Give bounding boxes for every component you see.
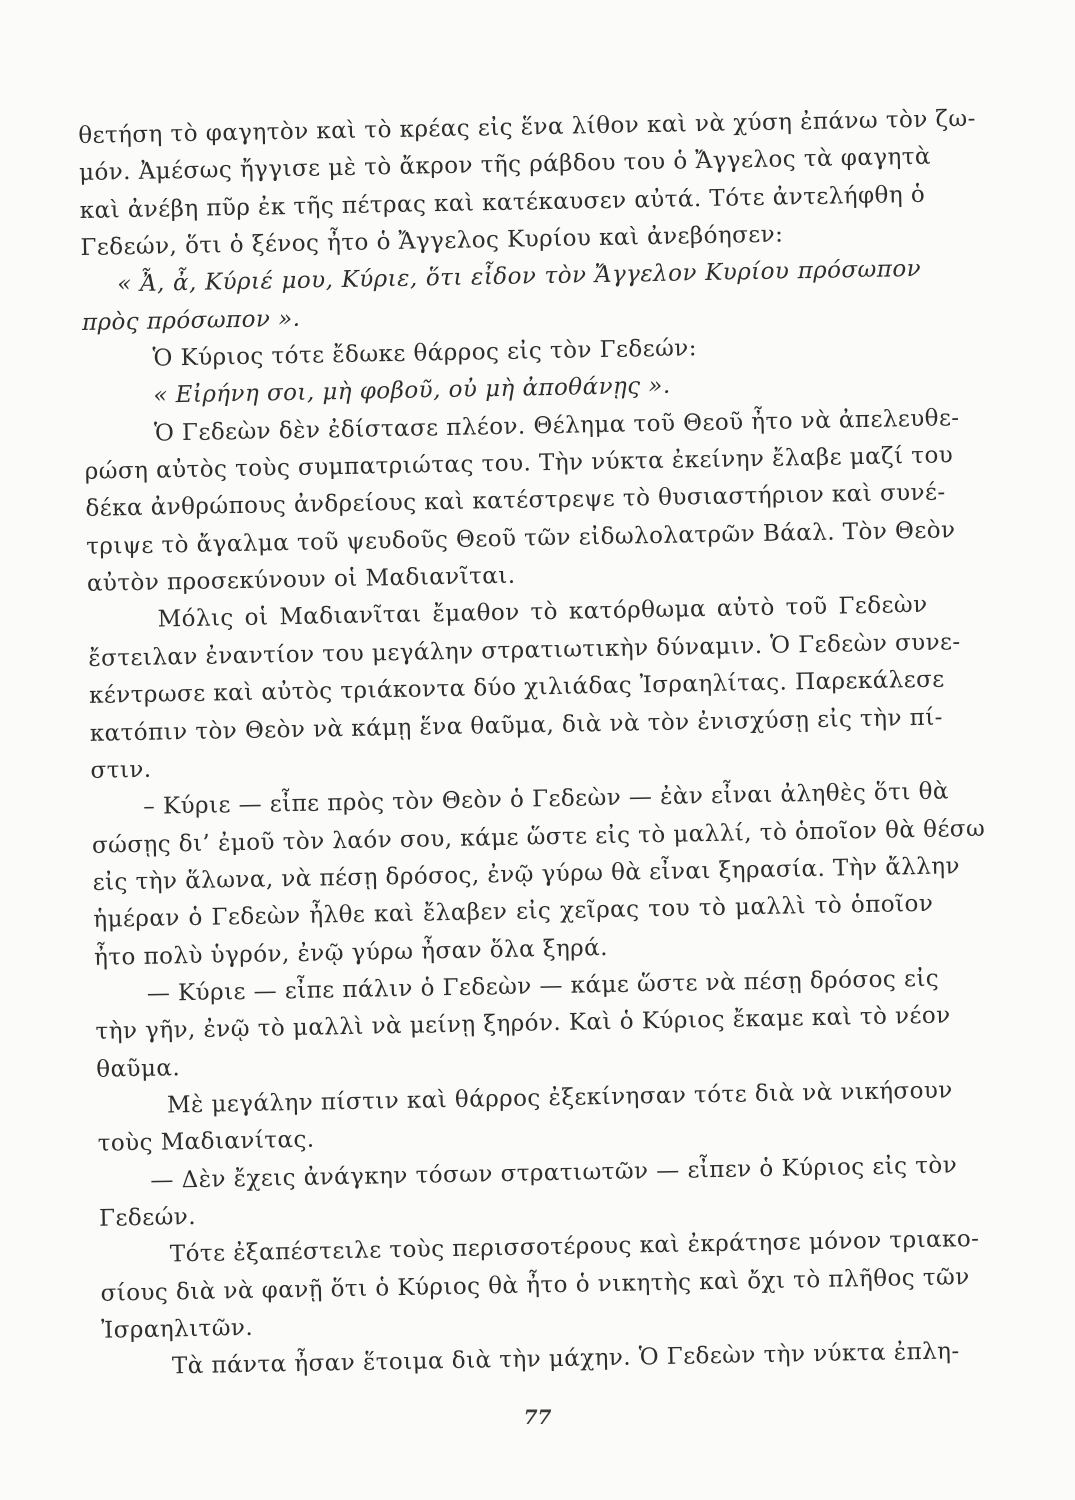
text-line: θαῦμα. — [96, 1054, 181, 1083]
text-line: ἦτο πολὺ ὑγρόν, ἐνῷ γύρω ἦσαν ὅλα ξηρά. — [93, 934, 609, 971]
paragraph-start: Ὁ Γεδεὼν δὲν ἐδίστασε πλέον. Θέλημα τοῦ Θεοῦ ἦτο νὰ ἀπελευθε- — [153, 404, 960, 447]
text-line: ἡμέραν ὁ Γεδεὼν ἦλθε καὶ ἔλαβεν εἰς χεῖρας του τὸ μαλλὶ τὸ ὁποῖον — [93, 890, 934, 934]
text-line: δέκα ἀνθρώπους ἀνδρείους καὶ κατέστρεψε τὸ θυσιαστήριον καὶ συνέ- — [85, 479, 946, 523]
paragraph-start: Τὰ πάντα ἦσαν ἕτοιμα διὰ τὴν μάχην. Ὁ Γεδεὼν τὴν νύκτα ἐπλη- — [171, 1338, 960, 1380]
text-line: τριψε τὸ ἄγαλμα τοῦ ψευδοῦς Θεοῦ τῶν εἰδωλολατρῶν Βάαλ. Τὸν Θεὸν — [85, 517, 956, 560]
page-number: 77 — [523, 1405, 552, 1429]
text-line: εἰς τὴν ἅλωνα, νὰ πέσῃ δρόσος, ἐνῷ γύρω θὰ εἶναι ξηρασία. Τὴν ἄλλην — [92, 853, 961, 896]
dialogue-line: – Κύριε — εἶπε πρὸς τὸν Θεὸν ὁ Γεδεὼν — ἐὰν εἶναι ἀληθὲς ὅτι θὰ — [142, 778, 950, 821]
text-line: θετήση τὸ φαγητὸν καὶ τὸ κρέας εἰς ἕνα λίθον καὶ νὰ χύση ἐπάνω τὸν ζω- — [78, 105, 977, 149]
paragraph-start: Ὁ Κύριος τότε ἔδωκε θάρρος εἰς τὸν Γεδεών: — [152, 335, 698, 372]
quote-line: « Ἆ, ἆ, Κύριέ μου, Κύριε, ὅτι εἶδον τὸν Ἄγγελον Κυρίου πρόσωπον — [116, 256, 922, 298]
paragraph-start: Μὲ μεγάλην πίστιν καὶ θάρρος ἐξεκίνησαν τότε διὰ νὰ νικήσουν — [166, 1077, 953, 1119]
dialogue-line: — Δὲν ἔχεις ἀνάγκην τόσων στρατιωτῶν — εἶπεν ὁ Κύριος εἰς τὸν — [150, 1151, 958, 1194]
text-line: σώσῃς δι’ ἐμοῦ τὸν λαόν σου, κάμε ὥστε εἰς τὸ μαλλί, τὸ ὁποῖον θὰ θέσω — [91, 815, 986, 859]
text-line: κατόπιν τὸν Θεὸν νὰ κάμῃ ἕνα θαῦμα, διὰ νὰ τὸν ἐνισχύσῃ εἰς τὴν πί- — [89, 704, 944, 747]
paragraph-start: Τότε ἐξαπέστειλε τοὺς περισσοτέρους καὶ ἐκράτησε μόνον τριακο- — [169, 1226, 980, 1268]
text-line: μόν. Ἀμέσως ἤγγισε μὲ τὸ ἄκρον τῆς ράβδου του ὁ Ἄγγελος τὰ φαγητὰ — [78, 143, 932, 187]
text-line: ἔστειλαν ἐναντίον του μεγάλην στρατιωτικὴν δύναμιν. Ὁ Γεδεὼν συνε- — [88, 628, 961, 672]
text-line: κέντρωσε καὶ αὐτὸς τριάκοντα δύο χιλιάδας Ἰσραηλίτας. Παρεκάλεσε — [88, 666, 945, 710]
text-line: αὐτὸν προσεκύνουν οἱ Μαδιανῖται. — [86, 562, 516, 598]
text-line: ρώση αὐτὸς τοὺς συμπατριώτας του. Τὴν νύκτα ἐκείνην ἔλαβε μαζί του — [84, 442, 954, 486]
text-line: καὶ ἀνέβη πῦρ ἐκ τῆς πέτρας καὶ κατέκαυσεν αὐτά. Τότε ἀντελήφθη ὁ — [79, 181, 926, 224]
text-line: Γεδεών. — [98, 1203, 197, 1232]
text-line: τὴν γῆν, ἐνῷ τὸ μαλλὶ νὰ μείνῃ ξηρόν. Καὶ ὁ Κύριος ἔκαμε καὶ τὸ νέον — [95, 1002, 951, 1046]
text-line: τοὺς Μαδιανίτας. — [97, 1126, 315, 1158]
text-line: Γεδεών, ὅτι ὁ ξένος ἦτο ὁ Ἄγγελος Κυρίου καὶ ἀνεβόησεν: — [80, 221, 784, 262]
text-line: σίους διὰ νὰ φανῇ ὅτι ὁ Κύριος θὰ ἦτο ὁ νικητὴς καὶ ὄχι τὸ πλῆθος τῶν — [100, 1263, 970, 1307]
text-line: στιν. — [90, 756, 152, 784]
body-text — [78, 102, 986, 1388]
text-line: Ἰσραηλιτῶν. — [101, 1314, 254, 1344]
paragraph-start: Μόλις οἱ Μαδιανῖται ἔμαθον τὸ κατόρθωμα αὐτὸ τοῦ Γεδεὼν — [157, 592, 928, 634]
quote-line: πρὸς πρόσωπον ». — [81, 305, 301, 336]
dialogue-line: — Κύριε — εἶπε πάλιν ὁ Γεδεὼν — κάμε ὥστε νὰ πέσῃ δρόσος εἰς — [146, 965, 940, 1007]
quote-line: « Εἰρήνη σοι, μὴ φοβοῦ, οὐ μὴ ἀποθάνῃς ». — [153, 373, 671, 410]
